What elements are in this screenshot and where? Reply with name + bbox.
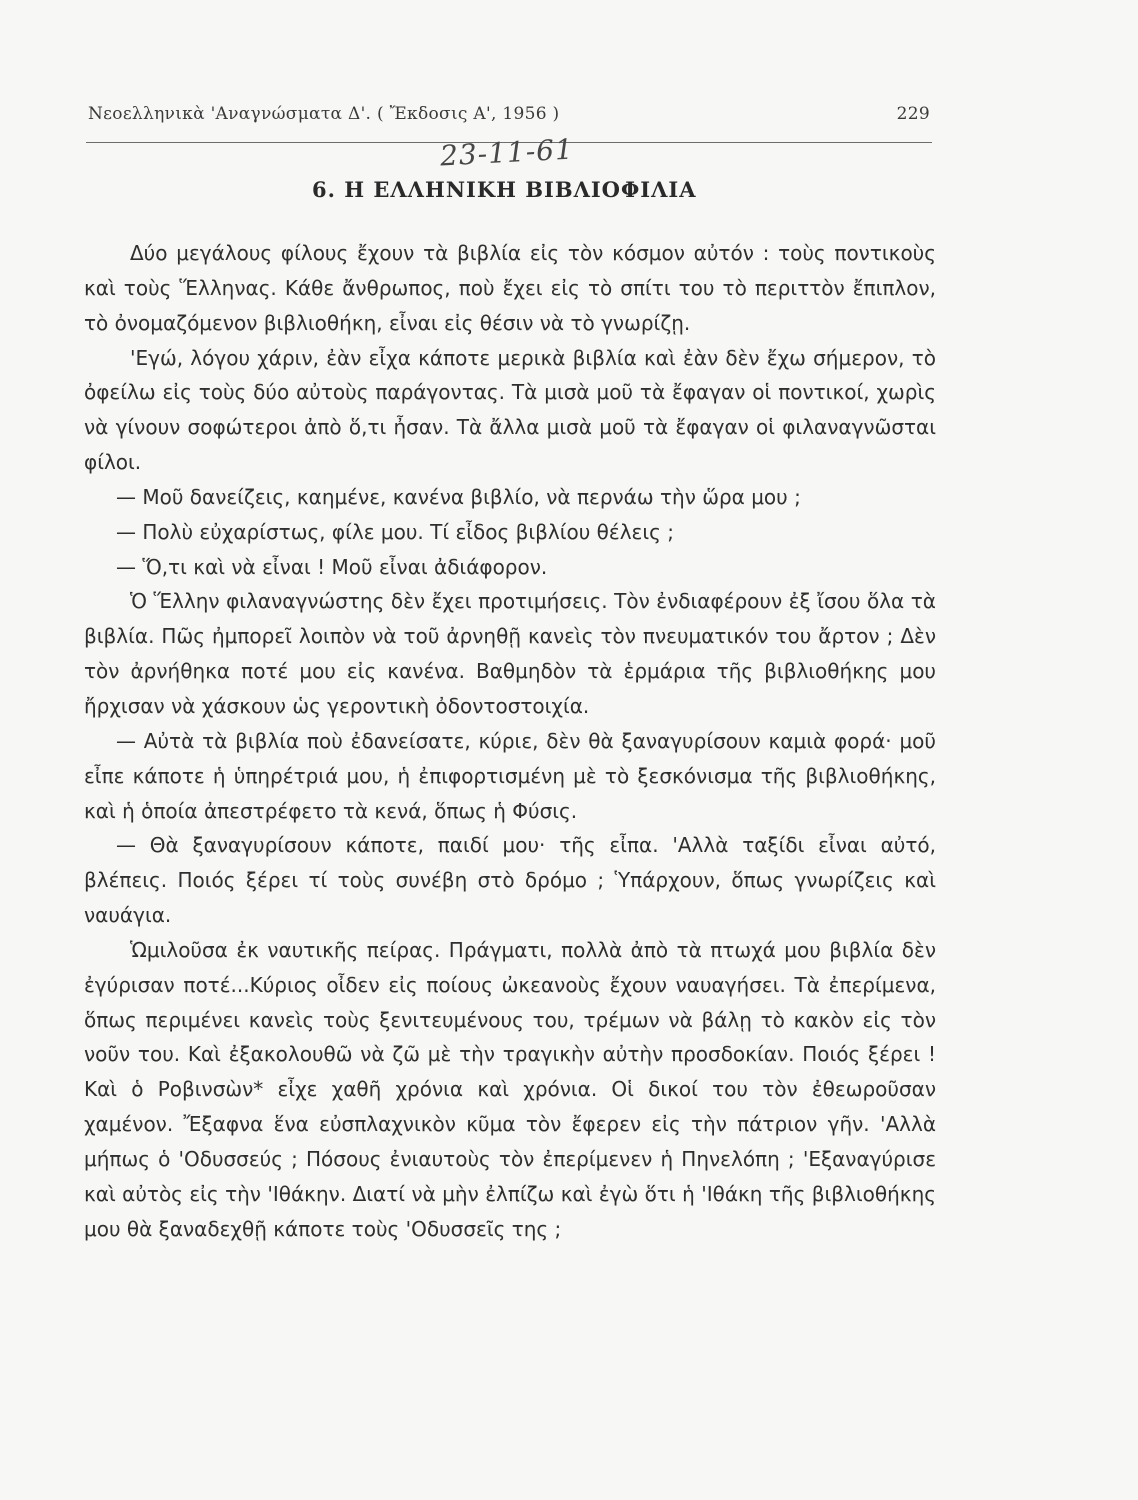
handwritten-date-note: 23-11-61	[439, 132, 575, 173]
running-header	[88, 104, 930, 124]
body-text	[84, 236, 936, 1246]
paragraph: Ὡμιλοῦσα ἐκ ναυτικῆς πείρας. Πράγματι, πολλὰ ἀπὸ τὰ πτωχά μου βιβλία δὲν ἐγύρισαν ποτέ...Κύριος οἶδεν εἰς ποίους ὠκεανοὺς ἔχουν ναυαγήσει. Τὰ ἐπερίμενα, ὅπως περιμένει κανεὶς τοὺς ξενιτευμένους του, τρέμων νὰ βάλῃ τὸ κακὸν εἰς τὸν νοῦν του. Καὶ ἐξακολουθῶ νὰ ζῶ μὲ τὴν τραγικὴν αὐτὴν προσδοκίαν. Ποιός ξέρει ! Καὶ ὁ Ροβινσὼν* εἶχε χαθῆ χρόνια καὶ χρόνια. Οἱ δικοί του τὸν ἐθεωροῦσαν χαμένον. Ἔξαφνα ἕνα εὐσπλαχνικὸν κῦμα τὸν ἔφερεν εἰς τὴν πάτριον γῆν. 'Αλλὰ μήπως ὁ 'Οδυσσεύς ; Πόσους ἐνιαυτοὺς τὸν ἐπερίμενεν ἡ Πηνελόπη ; 'Εξαναγύρισε καὶ αὐτὸς εἰς τὴν 'Ιθάκην. Διατί νὰ μὴν ἐλπίζω καὶ ἐγὼ ὅτι ἡ 'Ιθάκη τῆς βιβλιοθήκης μου θὰ ξαναδεχθῇ κάποτε τοὺς 'Οδυσσεῖς της ;	[84, 937, 936, 1241]
dialogue-line: — Μοῦ δανείζεις, καημένε, κανένα βιβλίο, νὰ περνάω τὴν ὥρα μου ;	[116, 484, 801, 509]
dialogue-line: — Πολὺ εὐχαρίστως, φίλε μου. Τί εἶδος βιβλίου θέλεις ;	[116, 519, 674, 544]
page-number: 229	[896, 104, 930, 124]
running-title: Νεοελληνικὰ 'Αναγνώσματα Δ'. ( Ἔκδοσις Α', 1956 )	[88, 104, 560, 124]
paragraph: Ὁ Ἕλλην φιλαναγνώστης δὲν ἔχει προτιμήσεις. Τὸν ἐνδιαφέρουν ἐξ ἴσου ὅλα τὰ βιβλία. Πῶς ἠμπορεῖ λοιπὸν νὰ τοῦ ἀρνηθῇ κανεὶς τὸν πνευματικόν του ἄρτον ; Δὲν τὸν ἀρνήθηκα ποτέ μου εἰς κανένα. Βαθμηδὸν τὰ ἑρμάρια τῆς βιβλιοθήκης μου ἤρχισαν νὰ χάσκουν ὡς γεροντικὴ ὀδοντοστοιχία.	[84, 589, 936, 718]
dialogue-line: — Θὰ ξαναγυρίσουν κάποτε, παιδί μου· τῆς εἶπα. 'Αλλὰ ταξίδι εἶναι αὐτό, βλέπεις. Ποιός ξέρει τί τοὺς συνέβη στὸ δρόμο ; Ὑπάρχουν, ὅπως γνωρίζεις καὶ ναυάγια.	[84, 833, 936, 928]
dialogue-line: — Ὅ,τι καὶ νὰ εἶναι ! Μοῦ εἶναι ἀδιάφορον.	[116, 554, 548, 579]
paragraph: Δύο μεγάλους φίλους ἔχουν τὰ βιβλία εἰς τὸν κόσμον αὐτόν : τοὺς ποντικοὺς καὶ τοὺς Ἕλληνας. Κάθε ἄνθρωπος, ποὺ ἔχει εἰς τὸ σπίτι του τὸ περιττὸν ἔπιπλον, τὸ ὀνομαζόμενον βιβλιοθήκη, εἶναι εἰς θέσιν νὰ τὸ γνωρίζῃ.	[84, 241, 936, 335]
paragraph: 'Εγώ, λόγου χάριν, ἐὰν εἶχα κάποτε μερικὰ βιβλία καὶ ἐὰν δὲν ἔχω σήμερον, τὸ ὀφείλω εἰς τοὺς δύο αὐτοὺς παράγοντας. Τὰ μισὰ μοῦ τὰ ἔφαγαν οἱ ποντικοί, χωρὶς νὰ γίνουν σοφώτεροι ἀπὸ ὅ,τι ἦσαν. Τὰ ἄλλα μισὰ μοῦ τὰ ἔφαγαν οἱ φιλαναγνῶσται φίλοι.	[84, 345, 936, 475]
dialogue-line: — Αὐτὰ τὰ βιβλία ποὺ ἐδανείσατε, κύριε, δὲν θὰ ξαναγυρίσουν καμιὰ φορά· μοῦ εἶπε κάποτε ἡ ὑπηρέτριά μου, ἡ ἐπιφορτισμένη μὲ τὸ ξεσκόνισμα τῆς βιβλιοθήκης, καὶ ἡ ὁποία ἀπεστρέφετο τὰ κενά, ὅπως ἡ Φύσις.	[84, 728, 936, 823]
chapter-title: 6. Η ΕΛΛΗΝΙΚΗ ΒΙΒΛΙΟΦΙΛΙΑ	[312, 177, 697, 202]
